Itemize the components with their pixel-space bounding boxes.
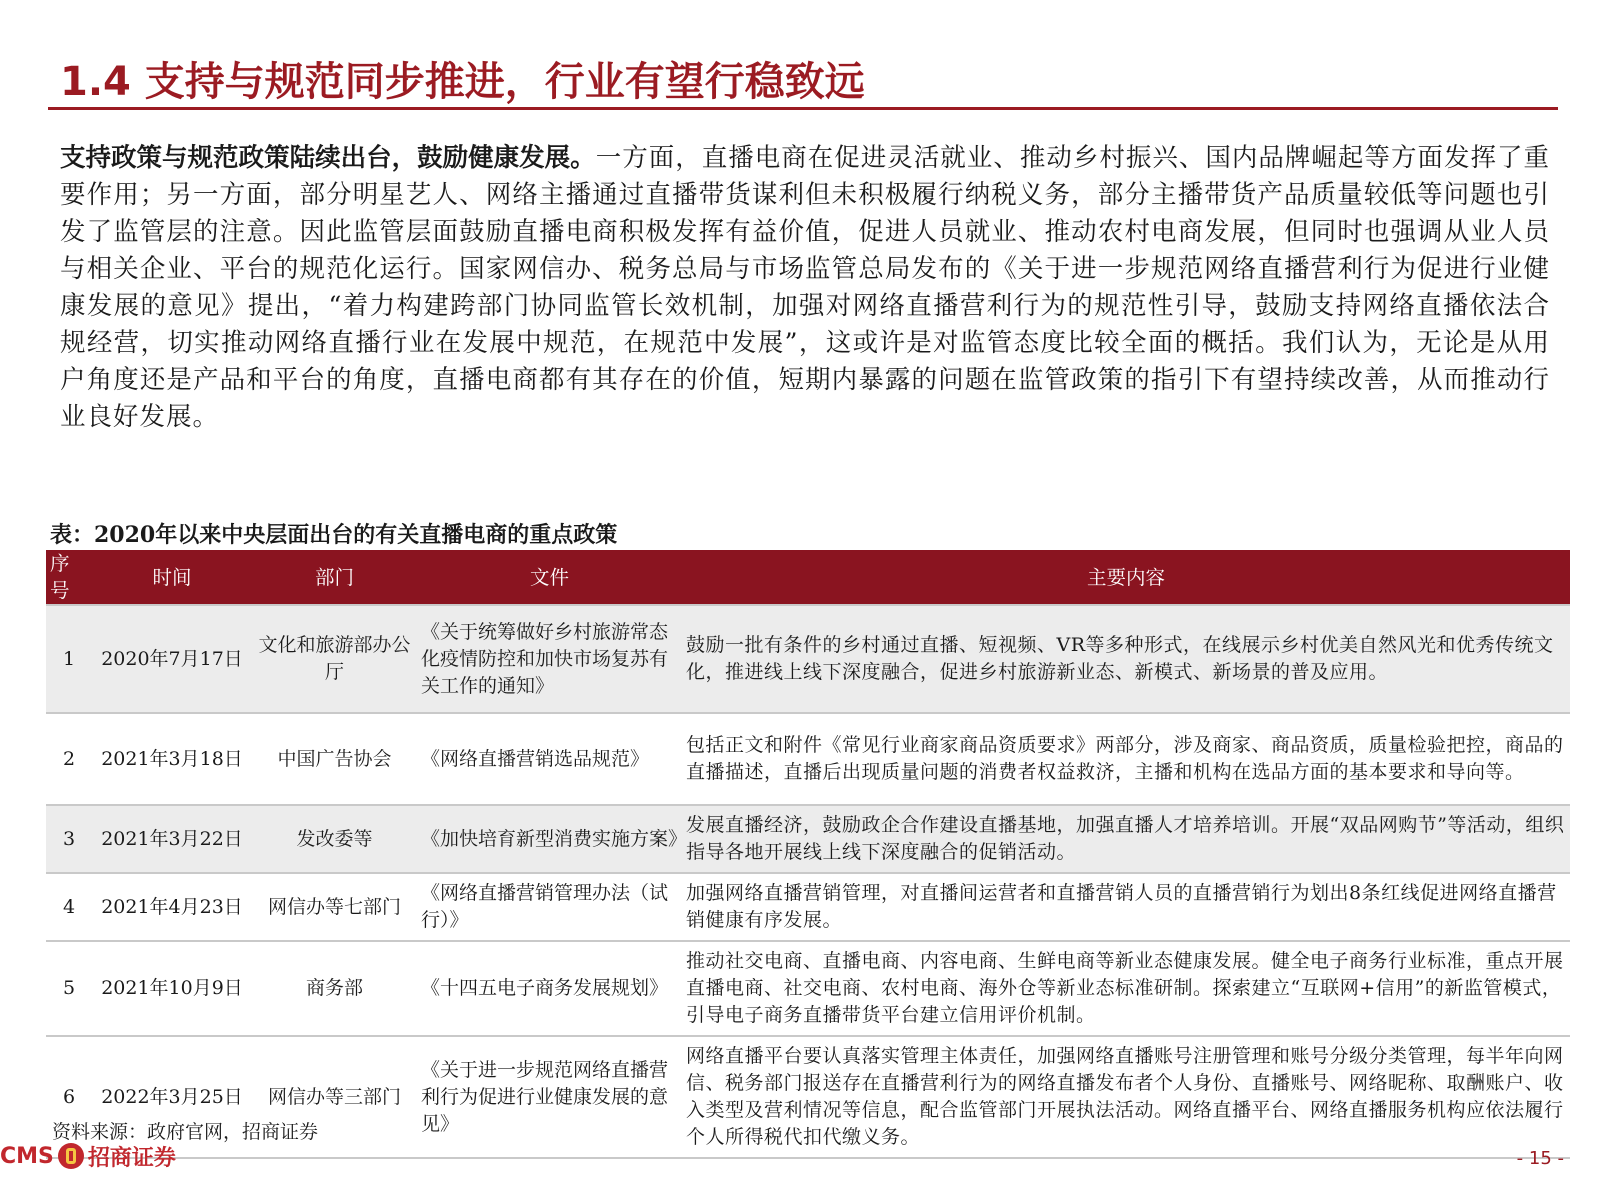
row-content: 鼓励一批有条件的乡村通过直播、短视频、VR等多种形式，在线展示乡村优美自然风光和优秀传统文化，推进线上线下深度融合，促进乡村旅游新业态、新模式、新场景的普及应用。 [682, 605, 1570, 713]
row-dept: 商务部 [252, 941, 417, 1036]
row-no: 5 [46, 941, 92, 1036]
cms-logo [0, 1140, 176, 1172]
logo-company-name: 招商证券 [87, 1145, 176, 1171]
row-no: 2 [46, 713, 92, 805]
row-no: 1 [46, 605, 92, 713]
row-time: 2021年4月23日 [92, 873, 252, 941]
page-number: - 15 - [1516, 1148, 1564, 1169]
row-doc: 《关于统筹做好乡村旅游常态化疫情防控和加快市场复苏有关工作的通知》 [417, 605, 682, 713]
row-doc: 《网络直播营销管理办法（试行）》 [417, 873, 682, 941]
row-content: 发展直播经济，鼓励政企合作建设直播基地，加强直播人才培养培训。开展“双品网购节”等活动，组织指导各地开展线上线下深度融合的促销活动。 [682, 805, 1570, 873]
row-time: 2022年3月25日 [92, 1036, 252, 1158]
row-content: 网络直播平台要认真落实管理主体责任，加强网络直播账号注册管理和账号分级分类管理，每半年向网信、税务部门报送存在直播营利行为的网络直播发布者个人身份、直播账号、网络昵称、取酬账户、收入类型及营利情况等信息，配合监管部门开展执法活动。网络直播平台、网络直播服务机构应依法履行个人所得税代扣代缴义务。 [682, 1036, 1570, 1158]
header-doc: 文件 [417, 550, 682, 605]
row-content: 加强网络直播营销管理，对直播间运营者和直播营销人员的直播营销行为划出8条红线促进网络直播营销健康有序发展。 [682, 873, 1570, 941]
header-no: 序号 [46, 550, 92, 605]
page-title: 1.4 支持与规范同步推进，行业有望行稳致远 [60, 59, 865, 105]
table-caption: 表：2020年以来中央层面出台的有关直播电商的重点政策 [50, 522, 618, 548]
row-content: 推动社交电商、直播电商、内容电商、生鲜电商等新业态健康发展。健全电子商务行业标准，重点开展直播电商、社交电商、农村电商、海外仓等新业态标准研制。探索建立“互联网+信用”的新监管模式，引导电子商务直播带货平台建立信用评价机制。 [682, 941, 1570, 1036]
row-time: 2020年7月17日 [92, 605, 252, 713]
intro-paragraph [60, 140, 1550, 436]
table-header-row [46, 550, 1570, 605]
row-dept: 网信办等七部门 [252, 873, 417, 941]
row-doc: 《加快培育新型消费实施方案》 [417, 805, 682, 873]
table-row [46, 805, 1570, 873]
header-time: 时间 [92, 550, 252, 605]
row-no: 6 [46, 1036, 92, 1158]
row-content: 包括正文和附件《常见行业商家商品资质要求》两部分，涉及商家、商品资质，质量检验把控，商品的直播描述，直播后出现质量问题的消费者权益救济，主播和机构在选品方面的基本要求和导向等。 [682, 713, 1570, 805]
source-note: 资料来源：政府官网，招商证券 [52, 1121, 319, 1143]
intro-lead: 支持政策与规范政策陆续出台，鼓励健康发展。 [60, 143, 596, 173]
logo-mark-icon [58, 1143, 84, 1169]
policy-table [46, 550, 1570, 1159]
row-dept: 文化和旅游部办公厅 [252, 605, 417, 713]
row-time: 2021年3月22日 [92, 805, 252, 873]
table-row [46, 941, 1570, 1036]
title-divider [48, 107, 1558, 110]
row-no: 4 [46, 873, 92, 941]
row-doc: 《网络直播营销选品规范》 [417, 713, 682, 805]
header-dept: 部门 [252, 550, 417, 605]
row-doc: 《十四五电子商务发展规划》 [417, 941, 682, 1036]
row-dept: 发改委等 [252, 805, 417, 873]
logo-cms-text: CMS [0, 1143, 54, 1169]
table-row [46, 605, 1570, 713]
row-dept: 中国广告协会 [252, 713, 417, 805]
row-doc: 《关于进一步规范网络直播营利行为促进行业健康发展的意见》 [417, 1036, 682, 1158]
row-time: 2021年3月18日 [92, 713, 252, 805]
intro-body: 一方面，直播电商在促进灵活就业、推动乡村振兴、国内品牌崛起等方面发挥了重要作用；另一方面，部分明星艺人、网络主播通过直播带货谋利但未积极履行纳税义务，部分主播带货产品质量较低等问题也引发了监管层的注意。因此监管层面鼓励直播电商积极发挥有益价值，促进人员就业、推动农村电商发展，但同时也强调从业人员与相关企业、平台的规范化运行。国家网信办、税务总局与市场监管总局发布的《关于进一步规范网络直播营利行为促进行业健康发展的意见》提出，“着力构建跨部门协同监管长效机制，加强对网络直播营利行为的规范性引导，鼓励支持网络直播依法合规经营，切实推动网络直播行业在发展中规范，在规范中发展”，这或许是对监管态度比较全面的概括。我们认为，无论是从用户角度还是产品和平台的角度，直播电商都有其存在的价值，短期内暴露的问题在监管政策的指引下有望持续改善，从而推动行业良好发展。 [60, 143, 1550, 432]
row-dept: 网信办等三部门 [252, 1036, 417, 1158]
table-row [46, 873, 1570, 941]
row-time: 2021年10月9日 [92, 941, 252, 1036]
header-content: 主要内容 [682, 550, 1570, 605]
row-no: 3 [46, 805, 92, 873]
table-row [46, 713, 1570, 805]
